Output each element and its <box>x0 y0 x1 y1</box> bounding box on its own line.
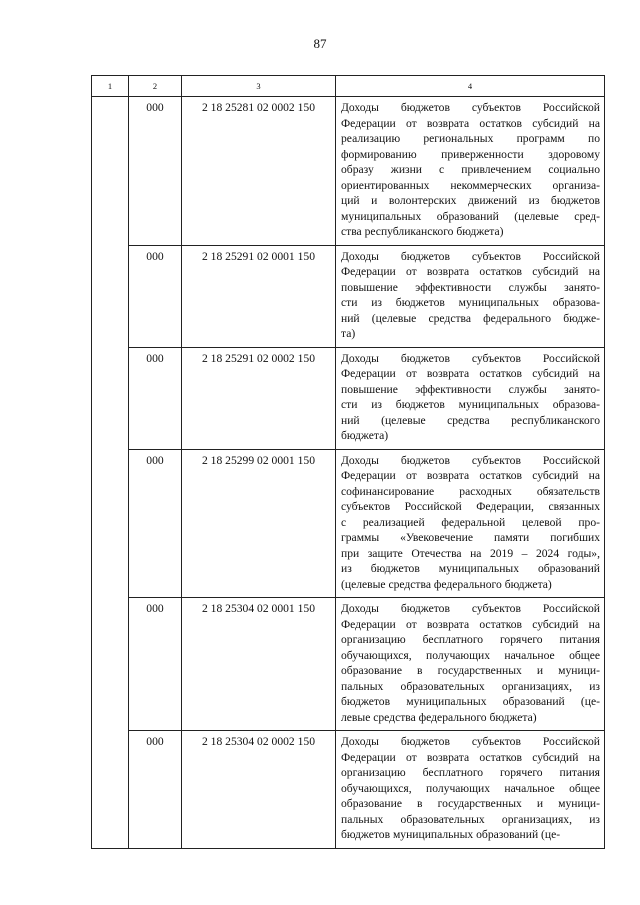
table-row <box>92 598 605 731</box>
budget-classification-code-cell: 2 18 25291 02 0001 150 <box>182 245 336 347</box>
admin-code-cell: 000 <box>129 245 182 347</box>
budget-classification-code-cell: 2 18 25304 02 0002 150 <box>182 731 336 849</box>
description-line: Доходы бюджетов субъектов Российской <box>341 351 600 365</box>
table-row <box>92 731 605 849</box>
budget-revenue-table <box>91 75 605 849</box>
description-line: Федерации от возврата остатков субсидий на <box>341 367 600 380</box>
description-line: Федерации от возврата остатков субсидий на <box>341 116 600 130</box>
description-line: Федерации от возврата остатков субсидий на <box>341 265 600 278</box>
description-line: граммы «Увековечение памяти погибших <box>341 531 600 544</box>
page-number: 87 <box>313 36 327 51</box>
revenue-description-cell <box>336 731 605 849</box>
description-line: Доходы бюджетов субъектов Российской <box>341 735 600 748</box>
column-number-row <box>92 76 605 97</box>
description-line: левые средства федерального бюджета) <box>341 710 537 724</box>
description-line: сти из бюджетов муниципальных образова- <box>341 296 600 309</box>
description-line: ций и волонтерских движений из бюджетов <box>341 194 600 207</box>
budget-classification-code-cell: 2 18 25281 02 0002 150 <box>182 97 336 246</box>
description-line: та) <box>341 327 356 340</box>
description-line: Доходы бюджетов субъектов Российской <box>341 602 600 615</box>
budget-classification-code-cell: 2 18 25291 02 0002 150 <box>182 347 336 449</box>
table-row <box>92 97 605 246</box>
revenue-description-cell <box>336 245 605 347</box>
revenue-description-cell <box>336 347 605 449</box>
description-line: софинансирование расходных обязательств <box>341 484 600 498</box>
description-line: ства республиканского бюджета) <box>341 225 504 238</box>
description-line: ний (целевые средства федерального бюдже- <box>341 311 600 325</box>
description-line: Федерации от возврата остатков субсидий на <box>341 750 600 764</box>
description-line: бюджетов муниципальных образований (це- <box>341 695 600 708</box>
admin-code-cell: 000 <box>129 598 182 731</box>
description-line: организацию бесплатного горячего питания <box>341 766 600 779</box>
column-number-3: 3 <box>182 76 336 97</box>
description-line: формированию приверженности здоровому <box>341 147 600 161</box>
budget-classification-code-cell: 2 18 25304 02 0001 150 <box>182 598 336 731</box>
admin-code-cell: 000 <box>129 731 182 849</box>
revenue-description-cell <box>336 97 605 246</box>
description-line: пальных образовательных организациях, из <box>341 812 600 826</box>
table-row <box>92 347 605 449</box>
column-number-2: 2 <box>129 76 182 97</box>
description-line: реализацию региональных программ по <box>341 132 600 145</box>
description-line: Доходы бюджетов субъектов Российской <box>341 453 600 467</box>
description-line: пальных образовательных организациях, из <box>341 679 600 693</box>
description-line: Доходы бюджетов субъектов Российской <box>341 101 600 114</box>
description-line: образу жизни с привлечением социально <box>341 163 600 176</box>
description-line: Федерации от возврата остатков субсидий на <box>341 617 600 631</box>
description-line: организацию бесплатного горячего питания <box>341 633 600 646</box>
description-line: ориентированных некоммерческих организа- <box>341 178 600 192</box>
table-row <box>92 449 605 598</box>
description-line: повышение эффективности службы занято- <box>341 280 600 294</box>
description-line: повышение эффективности службы занято- <box>341 382 600 396</box>
description-line: сти из бюджетов муниципальных образова- <box>341 398 600 411</box>
blank-cell <box>92 97 129 849</box>
description-line: с реализацией федеральной целевой про- <box>341 515 600 529</box>
admin-code-cell: 000 <box>129 97 182 246</box>
revenue-description-cell <box>336 598 605 731</box>
column-number-4: 4 <box>336 76 605 97</box>
table-row <box>92 245 605 347</box>
revenue-description-cell <box>336 449 605 598</box>
description-line: ний (целевые средства республиканского <box>341 413 600 427</box>
description-line: образование в государственных и муници- <box>341 797 600 810</box>
description-line: образование в государственных и муници- <box>341 664 600 677</box>
admin-code-cell: 000 <box>129 347 182 449</box>
description-line: обучающихся, получающих начальное общее <box>341 648 600 662</box>
description-line: обучающихся, получающих начальное общее <box>341 781 600 795</box>
description-line: бюджета) <box>341 429 389 442</box>
description-line: муниципальных образований (целевые сред- <box>341 209 600 223</box>
description-line: Доходы бюджетов субъектов Российской <box>341 249 600 263</box>
budget-classification-code-cell: 2 18 25299 02 0001 150 <box>182 449 336 598</box>
description-line: из бюджетов муниципальных образований <box>341 562 600 575</box>
description-line: (целевые средства федерального бюджета) <box>341 577 552 591</box>
description-line: субъектов Российской Федерации, связанных <box>341 500 600 513</box>
column-number-1: 1 <box>92 76 129 97</box>
description-line: при защите Отечества на 2019 – 2024 годы», <box>341 546 600 560</box>
description-line: Федерации от возврата остатков субсидий на <box>341 469 600 482</box>
description-line: бюджетов муниципальных образований (це- <box>341 828 561 841</box>
admin-code-cell: 000 <box>129 449 182 598</box>
